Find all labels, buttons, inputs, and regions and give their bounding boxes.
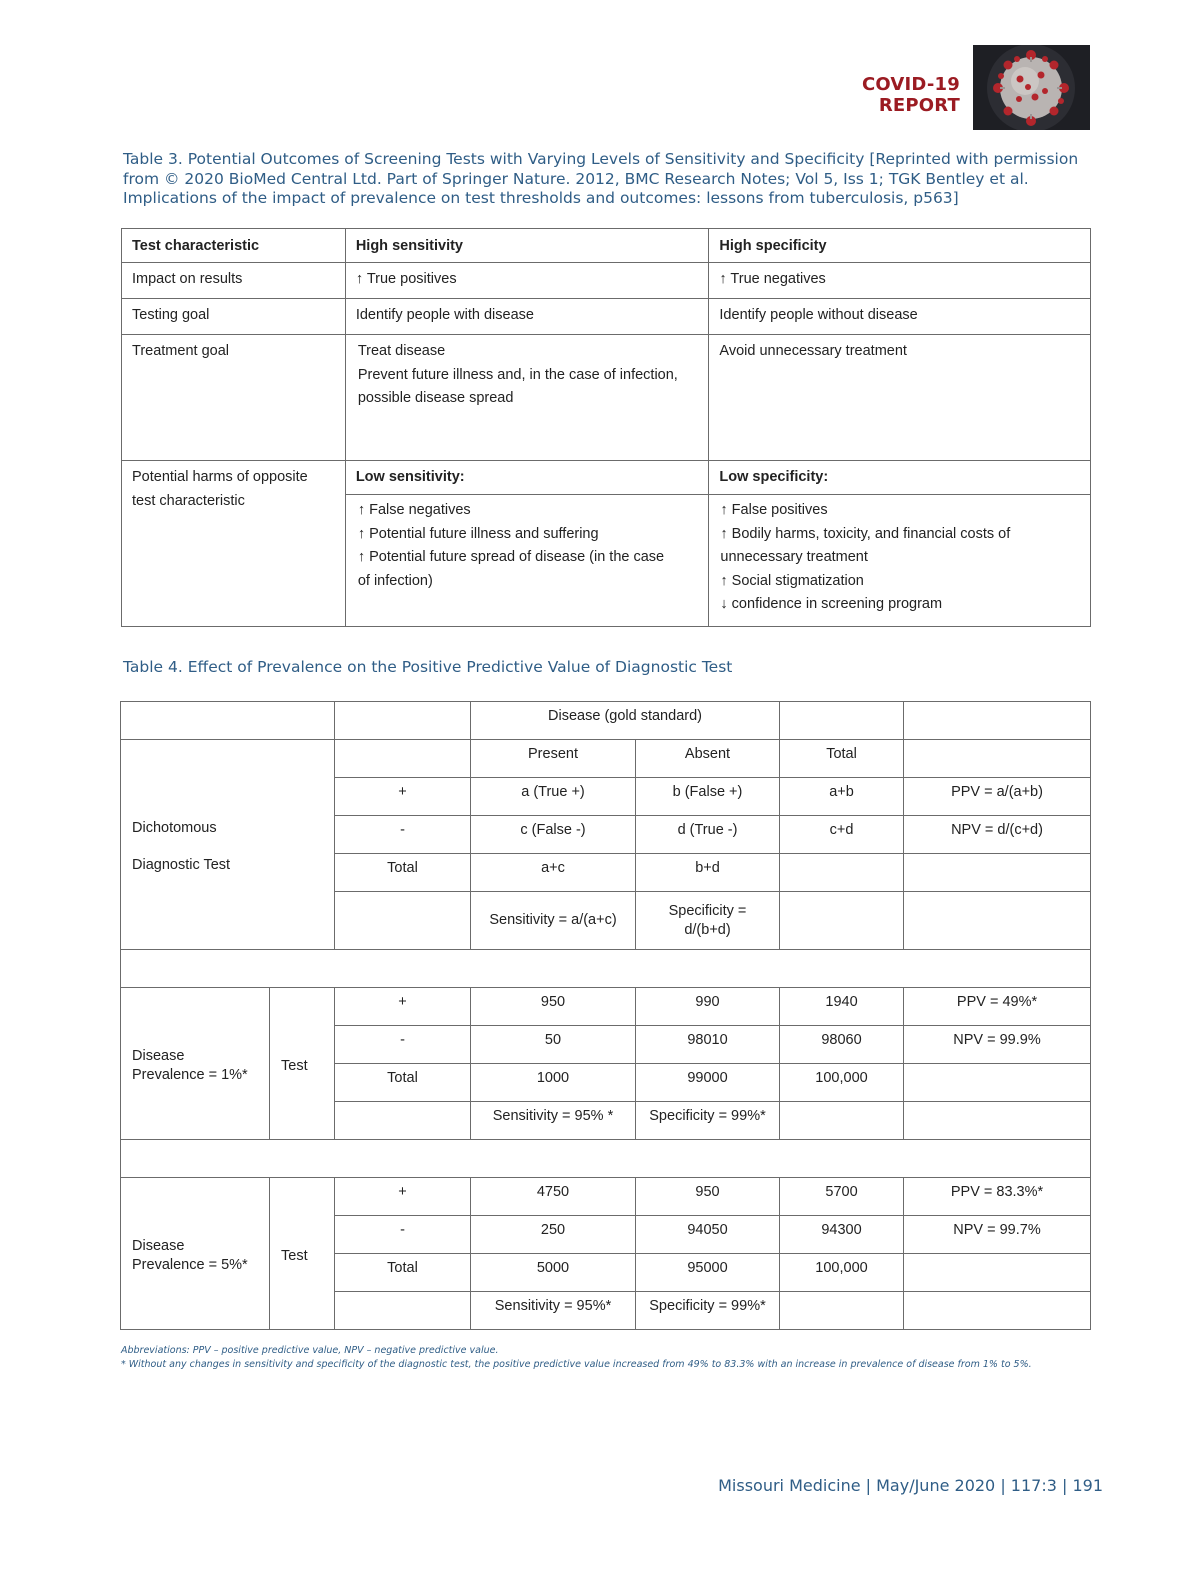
table-cell: NPV = 99.9%: [904, 1026, 1091, 1064]
table-cell: Testing goal: [122, 299, 346, 335]
table-cell: Identify people with disease: [345, 299, 709, 335]
cell-line: Disease: [132, 1238, 185, 1254]
table-cell: 5700: [780, 1178, 904, 1216]
table-cell: +: [335, 778, 471, 816]
cell-line: Prevalence = 5%*: [132, 1257, 248, 1273]
table-cell: -: [335, 1026, 471, 1064]
table-cell: ↑ True positives: [345, 263, 709, 299]
table-spacer-row: [121, 950, 1091, 988]
table-cell: [904, 740, 1091, 778]
table-cell: [121, 1140, 1091, 1178]
table-row: [121, 1178, 1091, 1216]
table-cell: 250: [471, 1216, 636, 1254]
table-header-cell: Test characteristic: [122, 229, 346, 263]
table-cell: [780, 1292, 904, 1330]
table-row: [121, 740, 1091, 778]
table-cell: 1000: [471, 1064, 636, 1102]
table-cell: [335, 702, 471, 740]
table-cell: [636, 892, 780, 950]
table-row: [122, 299, 1091, 335]
table-cell: b (False +): [636, 778, 780, 816]
table-cell: [121, 702, 335, 740]
table-cell: [335, 1102, 471, 1140]
table-cell: [904, 1254, 1091, 1292]
column-header: Present: [471, 740, 636, 778]
table3-screening-outcomes: [121, 228, 1091, 627]
cell-line: unnecessary treatment: [720, 549, 868, 565]
table-cell: [709, 495, 1091, 627]
table-cell: Sensitivity = a/(a+c): [471, 892, 636, 950]
table-cell: 1940: [780, 988, 904, 1026]
table-cell: -: [335, 1216, 471, 1254]
table-cell: b+d: [636, 854, 780, 892]
cell-line: Specificity =: [668, 902, 747, 919]
table-cell: +: [335, 988, 471, 1026]
table-cell: Low sensitivity:: [345, 461, 709, 495]
table-cell: 98060: [780, 1026, 904, 1064]
column-header: Absent: [636, 740, 780, 778]
table-header-cell: High specificity: [709, 229, 1091, 263]
table-cell: [335, 740, 471, 778]
table-cell: [904, 702, 1091, 740]
table-cell: 50: [471, 1026, 636, 1064]
cell-line: ↑ Potential future spread of disease (in the case: [357, 549, 665, 565]
cell-line: possible disease spread: [357, 390, 514, 406]
gold-standard-header: Disease (gold standard): [471, 702, 780, 740]
cell-line: d/(b+d): [684, 921, 731, 938]
table-cell: [122, 461, 346, 627]
table-row: [122, 263, 1091, 299]
table4-prevalence-ppv: [120, 701, 1091, 1330]
table-row: [121, 988, 1091, 1026]
cell-line: test characteristic: [132, 492, 245, 509]
table-cell: Total: [335, 1064, 471, 1102]
table-header-cell: High sensitivity: [345, 229, 709, 263]
table-cell: Sensitivity = 95%*: [471, 1292, 636, 1330]
table-cell: NPV = 99.7%: [904, 1216, 1091, 1254]
table-cell: [904, 1102, 1091, 1140]
table-cell: Specificity = 99%*: [636, 1102, 780, 1140]
table-cell: [345, 335, 709, 461]
table-cell: [709, 335, 1091, 461]
table3-header-row: [122, 229, 1091, 263]
table-cell: PPV = a/(a+b): [904, 778, 1091, 816]
cell-line: ↑ False positives: [720, 502, 828, 518]
table-cell: ↑ True negatives: [709, 263, 1091, 299]
table-row: [122, 461, 1091, 495]
table-cell: NPV = d/(c+d): [904, 816, 1091, 854]
cell-line: Diagnostic Test: [132, 857, 231, 873]
cell-line: Potential harms of opposite: [132, 469, 308, 485]
table-cell: [780, 892, 904, 950]
table-cell: Impact on results: [122, 263, 346, 299]
table-cell: [904, 1064, 1091, 1102]
cell-line: Disease: [132, 1048, 185, 1064]
table-spacer-row: [121, 1140, 1091, 1178]
table-cell: Total: [335, 1254, 471, 1292]
table-cell: d (True -): [636, 816, 780, 854]
cell-line: Avoid unnecessary treatment: [719, 343, 907, 359]
table-cell: 950: [471, 988, 636, 1026]
table-cell: 4750: [471, 1178, 636, 1216]
table-cell: -: [335, 816, 471, 854]
table-cell: [780, 702, 904, 740]
table-cell: c+d: [780, 816, 904, 854]
table-cell: c (False -): [471, 816, 636, 854]
table-cell: a (True +): [471, 778, 636, 816]
report-title: COVID-19 REPORT: [861, 74, 960, 116]
coronavirus-image: [973, 45, 1090, 130]
table-cell: Sensitivity = 95% *: [471, 1102, 636, 1140]
cell-line: of infection): [357, 572, 433, 589]
test-label: Test: [270, 1178, 335, 1330]
table-cell: [121, 950, 1091, 988]
footnote-abbreviations: Abbreviations: PPV – positive predictive value, NPV – negative predictive value.: [121, 1345, 499, 1356]
table-cell: [335, 892, 471, 950]
table-row: [121, 702, 1091, 740]
table-cell: 100,000: [780, 1254, 904, 1292]
table-cell: Identify people without disease: [709, 299, 1091, 335]
cell-line: Dichotomous: [132, 820, 217, 836]
table-cell: 950: [636, 1178, 780, 1216]
table-cell: [780, 854, 904, 892]
table-cell: 95000: [636, 1254, 780, 1292]
test-label: Test: [270, 988, 335, 1140]
table-cell: 98010: [636, 1026, 780, 1064]
cell-line: Prevalence = 1%*: [132, 1067, 248, 1083]
table-cell: Low specificity:: [709, 461, 1091, 495]
cell-line: ↑ Potential future illness and suffering: [357, 525, 599, 542]
page-footer: Missouri Medicine | May/June 2020 | 117:3 | 191: [718, 1476, 1103, 1495]
prevalence-1-label: [121, 988, 270, 1140]
prevalence-5-label: [121, 1178, 270, 1330]
footnote-ppv-note: * Without any changes in sensitivity and specificity of the diagnostic test, the positive predictive value increased from 49% to 83.3% with an increase in prevalence of disease from 1% to 5%.: [121, 1359, 1032, 1370]
cell-line: ↑ False negatives: [357, 502, 471, 518]
table-cell: PPV = 49%*: [904, 988, 1091, 1026]
table-cell: [904, 854, 1091, 892]
table-cell: 94050: [636, 1216, 780, 1254]
cell-line: ↑ Bodily harms, toxicity, and financial costs of: [720, 525, 1011, 542]
cell-line: ↑ Social stigmatization: [720, 572, 864, 589]
table-cell: Specificity = 99%*: [636, 1292, 780, 1330]
table-cell: Treatment goal: [122, 335, 346, 461]
table-cell: 990: [636, 988, 780, 1026]
table-cell: 5000: [471, 1254, 636, 1292]
table-cell: [904, 1292, 1091, 1330]
table-cell: Total: [335, 854, 471, 892]
table-row: [122, 335, 1091, 461]
table3-caption: Table 3. Potential Outcomes of Screening Tests with Varying Levels of Sensitivity and Specificity [Reprinted with permission from © 2020 BioMed Central Ltd. Part of Springer Nature. 2012, BMC Research Notes; Vol 5, Iss 1; TGK Bentley et al. Implications of the impact of prevalence on test thresholds and outcomes: lessons from tuberculosis, p563]: [123, 150, 1079, 207]
table-cell: [780, 1102, 904, 1140]
table-cell: +: [335, 1178, 471, 1216]
cell-line: Prevent future illness and, in the case of infection,: [357, 366, 678, 383]
table-cell: a+b: [780, 778, 904, 816]
cell-line: ↓ confidence in screening program: [720, 596, 943, 612]
table-cell: a+c: [471, 854, 636, 892]
virus-icon: [973, 45, 1090, 130]
table-cell: [345, 495, 709, 627]
dichotomous-label: [121, 740, 335, 950]
column-header: Total: [780, 740, 904, 778]
table-cell: 94300: [780, 1216, 904, 1254]
table-cell: 99000: [636, 1064, 780, 1102]
table-cell: 100,000: [780, 1064, 904, 1102]
table4-caption: Table 4. Effect of Prevalence on the Positive Predictive Value of Diagnostic Test: [123, 658, 733, 676]
cell-line: Treat disease: [357, 343, 446, 359]
table-cell: [904, 892, 1091, 950]
table-cell: [335, 1292, 471, 1330]
table-cell: PPV = 83.3%*: [904, 1178, 1091, 1216]
